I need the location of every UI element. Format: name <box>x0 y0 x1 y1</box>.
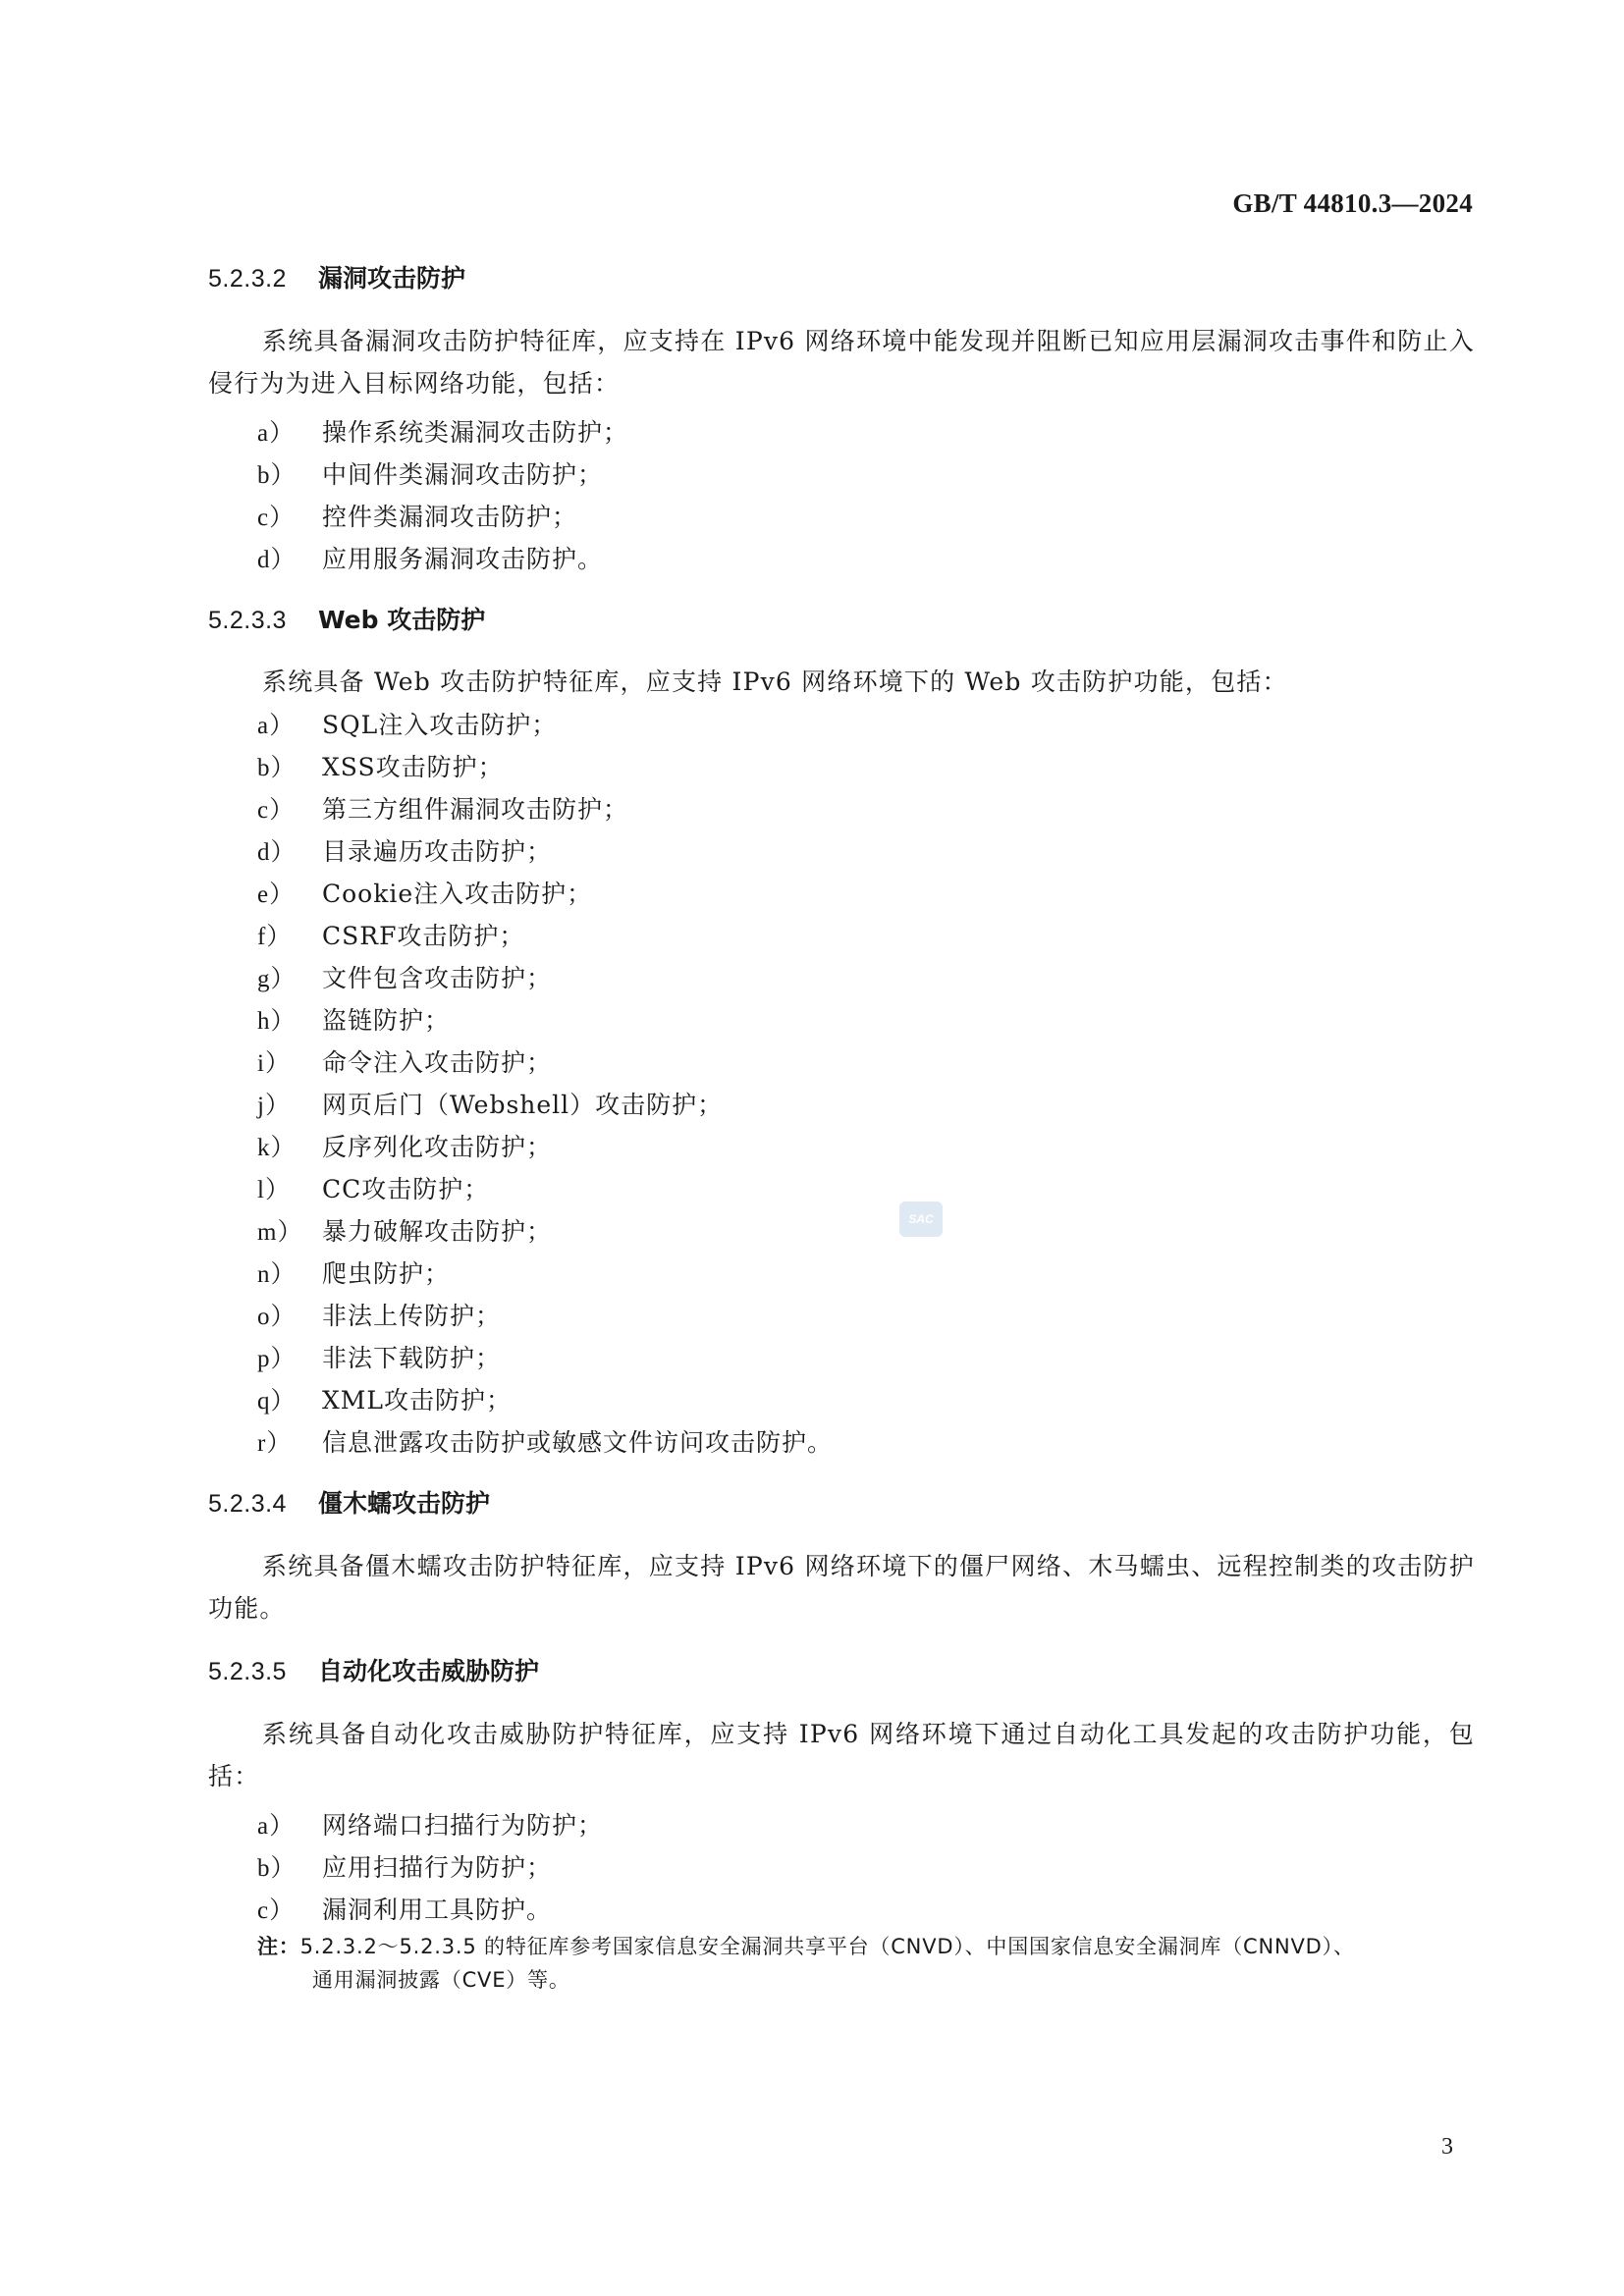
list-text: SQL注入攻击防护； <box>322 711 558 739</box>
list-item <box>257 1212 552 1248</box>
list-marker: d） <box>257 547 297 573</box>
list-marker: b） <box>257 755 297 781</box>
section-title: Web 攻击防护 <box>318 606 486 634</box>
note-line: 通用漏洞披露（CVE）等。 <box>312 1968 570 1992</box>
section-title: 自动化攻击威胁防护 <box>318 1657 540 1685</box>
list-text: 网页后门（Webshell）攻击防护； <box>322 1091 724 1119</box>
page-number: 3 <box>1441 2134 1453 2160</box>
list-text: 盗链防护； <box>322 1006 451 1035</box>
section-heading <box>208 1484 490 1520</box>
section-paragraph: 系统具备 Web 攻击防护特征库，应支持 IPv6 网络环境下的 Web 攻击防护功能，包括： <box>262 667 1288 696</box>
list-text: 目录遍历攻击防护； <box>322 837 553 866</box>
list-item <box>257 540 603 575</box>
list-marker: c） <box>257 797 296 824</box>
list-item <box>257 1806 603 1842</box>
list-text: 爬虫防护； <box>322 1259 451 1288</box>
list-item <box>257 1423 833 1459</box>
section-heading <box>208 259 465 294</box>
list-text: CSRF攻击防护； <box>322 922 525 950</box>
list-item <box>257 1297 501 1332</box>
section-heading <box>208 601 485 636</box>
list-item <box>257 748 504 783</box>
list-text: 非法上传防护； <box>322 1302 502 1330</box>
list-marker: a） <box>257 1813 296 1840</box>
list-item <box>257 1170 489 1205</box>
list-text: XSS攻击防护； <box>322 753 504 781</box>
list-item <box>257 1001 450 1037</box>
list-item <box>257 959 552 994</box>
list-marker: m） <box>257 1219 303 1246</box>
list-marker: f） <box>257 924 293 950</box>
list-marker: k） <box>257 1135 297 1161</box>
list-marker: a） <box>257 713 296 739</box>
list-text: 应用服务漏洞攻击防护。 <box>322 545 604 573</box>
list-text: 暴力破解攻击防护； <box>322 1217 553 1246</box>
list-marker: d） <box>257 839 297 866</box>
list-marker: b） <box>257 1855 297 1882</box>
list-marker: j） <box>257 1093 291 1119</box>
list-item <box>257 1086 723 1121</box>
list-item <box>257 413 628 449</box>
section-number: 5.2.3.3 <box>208 607 287 634</box>
list-item <box>257 875 592 910</box>
list-marker: q） <box>257 1388 297 1415</box>
section-heading <box>208 1652 539 1687</box>
list-text: XML攻击防护； <box>322 1386 512 1415</box>
standard-code: GB/T 44810.3—2024 <box>1232 188 1473 218</box>
list-item <box>257 1255 450 1290</box>
list-marker: c） <box>257 505 296 531</box>
list-text: 网络端口扫描行为防护； <box>322 1811 604 1840</box>
list-marker: o） <box>257 1304 297 1330</box>
section-number: 5.2.3.5 <box>208 1658 287 1685</box>
list-text: 漏洞利用工具防护。 <box>322 1896 553 1924</box>
note-label: 注： <box>257 1935 300 1958</box>
list-item <box>257 1128 552 1163</box>
list-marker: r） <box>257 1430 293 1457</box>
list-marker: c） <box>257 1897 296 1924</box>
list-marker: b） <box>257 462 297 489</box>
list-item <box>257 832 552 868</box>
list-item <box>257 790 628 826</box>
list-item <box>257 1043 552 1079</box>
list-text: 第三方组件漏洞攻击防护； <box>322 795 629 824</box>
list-text: 命令注入攻击防护； <box>322 1048 553 1077</box>
note-line: 5.2.3.2～5.2.3.5 的特征库参考国家信息安全漏洞共享平台（CNVD）、中国国家信息安全漏洞库（CNNVD）、 <box>299 1935 1355 1958</box>
list-text: 控件类漏洞攻击防护； <box>322 503 578 531</box>
list-text: 信息泄露攻击防护或敏感文件访问攻击防护。 <box>322 1428 834 1457</box>
list-text: Cookie注入攻击防护； <box>322 880 593 908</box>
section-paragraph: 系统具备自动化攻击威胁防护特征库，应支持 IPv6 网络环境下通过自动化工具发起的攻击防护功能，包括： <box>208 1720 1475 1790</box>
list-item <box>257 1381 512 1416</box>
list-item <box>257 498 577 533</box>
list-marker: l） <box>257 1177 291 1203</box>
list-text: CC攻击防护； <box>322 1175 490 1203</box>
list-item <box>257 1339 501 1374</box>
list-item <box>257 1848 552 1884</box>
list-marker: a） <box>257 420 296 447</box>
list-marker: h） <box>257 1008 297 1035</box>
list-marker: p） <box>257 1346 297 1372</box>
section-paragraph: 系统具备僵木蠕攻击防护特征库，应支持 IPv6 网络环境下的僵尸网络、木马蠕虫、远程控制类的攻击防护功能。 <box>208 1552 1475 1623</box>
section-title: 漏洞攻击防护 <box>318 264 466 293</box>
list-text: 文件包含攻击防护； <box>322 964 553 992</box>
section-number: 5.2.3.4 <box>208 1490 287 1518</box>
section-number: 5.2.3.2 <box>208 265 287 293</box>
note <box>257 1930 1485 1997</box>
list-text: 非法下载防护； <box>322 1344 502 1372</box>
list-item <box>257 917 524 952</box>
list-text: 反序列化攻击防护； <box>322 1133 553 1161</box>
list-item <box>257 706 557 741</box>
list-item <box>257 455 603 491</box>
list-marker: g） <box>257 966 297 992</box>
section-title: 僵木蠕攻击防护 <box>318 1489 491 1518</box>
section-paragraph: 系统具备漏洞攻击防护特征库，应支持在 IPv6 网络环境中能发现并阻断已知应用层漏洞攻击事件和防止入侵行为为进入目标网络功能，包括： <box>208 327 1475 398</box>
list-marker: i） <box>257 1050 291 1077</box>
list-text: 操作系统类漏洞攻击防护； <box>322 418 629 447</box>
list-text: 中间件类漏洞攻击防护； <box>322 460 604 489</box>
list-marker: n） <box>257 1261 297 1288</box>
list-item <box>257 1891 552 1926</box>
list-text: 应用扫描行为防护； <box>322 1853 553 1882</box>
sac-watermark-logo: SAC <box>899 1201 943 1237</box>
list-marker: e） <box>257 881 296 908</box>
